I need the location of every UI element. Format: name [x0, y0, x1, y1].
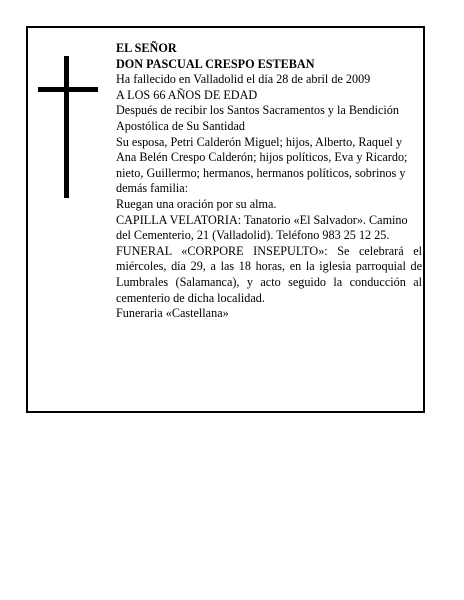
age-at-death: A LOS 66 AÑOS DE EDAD: [116, 87, 258, 102]
death-date: Ha fallecido en Valladolid el día 28 de abril de 2009: [116, 72, 371, 87]
prayer-request: Ruegan una oración por su alma.: [116, 196, 277, 211]
cross-icon: [38, 56, 98, 198]
deceased-name: DON PASCUAL CRESPO ESTEBAN: [116, 56, 315, 71]
funeral-home: Funeraria «Castellana»: [116, 306, 229, 321]
obituary-notice: [26, 26, 425, 413]
notice-title: EL SEÑOR: [116, 41, 177, 55]
cross-vertical-bar: [64, 56, 69, 198]
funeral-info: FUNERAL «CORPORE INSEPULTO»: Se celebrará el miércoles, día 29, a las 18 horas, en la iglesia parroquial de Lumbrales (Salamanca), y acto seguido la conducción al cementerio de dicha localidad.: [116, 243, 422, 305]
wake-chapel-info: CAPILLA VELATORIA: Tanatorio «El Salvador». Camino del Cementerio, 21 (Valladolid). Teléfono 983 25 12 25.: [116, 212, 408, 243]
family-list: Su esposa, Petri Calderón Miguel; hijos, Alberto, Raquel y Ana Belén Crespo Calderón; hijos políticos, Eva y Ricardo; nieto, Guillermo; hermanos, hermanos políticos, sobrinos y demás familia:: [116, 134, 408, 196]
notice-text: [116, 41, 422, 322]
cross-horizontal-bar: [38, 87, 98, 92]
sacraments-text: Después de recibir los Santos Sacramentos y la Bendición Apostólica de Su Santidad: [116, 103, 399, 133]
